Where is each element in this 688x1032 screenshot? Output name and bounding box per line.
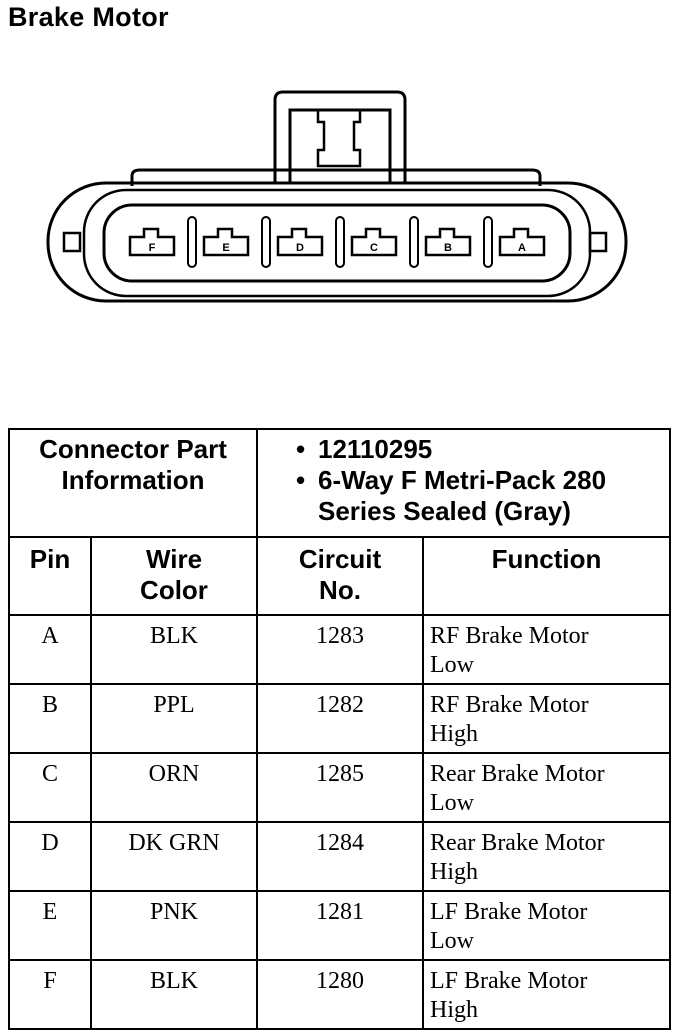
pin-cavity-label: F [148,242,156,254]
wire-color-cell: PPL [91,684,257,753]
pin-cell: E [9,891,91,960]
wire-color-cell: DK GRN [91,822,257,891]
part-info-label-line1: Connector Part [39,434,227,464]
pin-cavity-e [204,229,248,255]
cavity-separator [484,217,492,267]
part-number-item: • 12110295 [296,434,433,464]
pin-cell: A [9,615,91,684]
circuit-cell: 1284 [257,822,423,891]
pin-cavity-label: B [444,242,452,254]
pin-cell: B [9,684,91,753]
pin-cavity-label: E [222,242,230,254]
connector-face-diagram [0,80,688,320]
pin-cavity-label: C [370,242,378,254]
cavity-separator [262,217,270,267]
function-cell: LF Brake Motor Low [423,891,670,960]
part-info-label [9,429,257,537]
diagram-title: Brake Motor [8,2,169,32]
part-type-item: • 6-Way F Metri-Pack 280 [296,465,607,495]
function-cell: Rear Brake Motor High [423,822,670,891]
connector-pinout-table [8,428,671,1030]
wire-color-cell: ORN [91,753,257,822]
pin-cell: C [9,753,91,822]
right-latch [590,233,606,251]
table-row [9,684,670,753]
circuit-cell: 1283 [257,615,423,684]
pin-cavity-f [130,229,174,255]
part-series-item: Series Sealed (Gray) [318,496,571,526]
pin-cavities [130,217,544,267]
table-row [9,753,670,822]
circuit-cell: 1282 [257,684,423,753]
header-circuit: Circuit No. [257,537,423,615]
header-wire-color: Wire Color [91,537,257,615]
wire-color-cell: PNK [91,891,257,960]
header-pin: Pin [9,537,91,615]
pin-cavity-label: A [518,242,526,254]
pin-cavity-d [278,229,322,255]
table-row [9,960,670,1029]
wire-color-cell: BLK [91,960,257,1029]
cavity-separator [336,217,344,267]
part-info-label-line2: Information [61,465,205,495]
circuit-cell: 1281 [257,891,423,960]
wire-color-cell: BLK [91,615,257,684]
circuit-cell: 1280 [257,960,423,1029]
pin-cell: F [9,960,91,1029]
pin-cavity-c [352,229,396,255]
pin-cavity-label: D [296,242,304,254]
function-cell: LF Brake Motor High [423,960,670,1029]
header-function: Function [423,537,670,615]
circuit-cell: 1285 [257,753,423,822]
table-row [9,822,670,891]
pin-cavity-b [426,229,470,255]
cavity-separator [410,217,418,267]
pin-rows [9,615,670,1029]
cavity-separator [188,217,196,267]
table-row [9,891,670,960]
locking-tab-slot [318,110,360,166]
pin-cell: D [9,822,91,891]
function-cell: Rear Brake Motor Low [423,753,670,822]
function-cell: RF Brake Motor High [423,684,670,753]
table-row [9,615,670,684]
pin-cavity-a [500,229,544,255]
function-cell: RF Brake Motor Low [423,615,670,684]
part-info-values [257,429,670,537]
left-latch [64,233,80,251]
